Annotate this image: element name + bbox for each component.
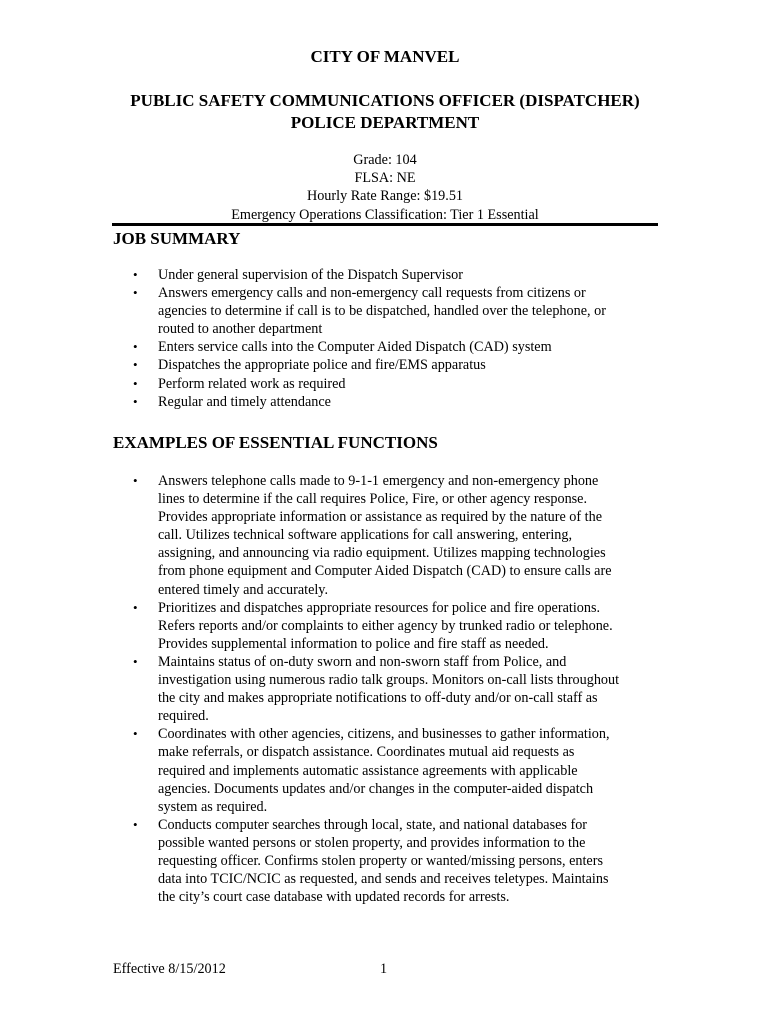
- horizontal-rule: [112, 223, 658, 226]
- list-item: • Prioritizes and dispatches appropriate resources for police and fire operations. Refers reports and/or complaints to either agency by trunked radio or telephone. Provides supplemental information to police and fire staff as needed.: [133, 599, 613, 652]
- list-item: • Dispatches the appropriate police and fire/EMS apparatus: [133, 357, 486, 374]
- page-number: 1: [380, 961, 388, 977]
- job-title: PUBLIC SAFETY COMMUNICATIONS OFFICER (DISPATCHER): [130, 91, 640, 110]
- list-item: • Perform related work as required: [133, 375, 346, 392]
- city-name: CITY OF MANVEL: [310, 47, 460, 66]
- bullet-icon: •: [133, 357, 138, 373]
- classification-text: Emergency Operations Classification: Tier 1 Essential: [231, 206, 539, 223]
- list-item: • Conducts computer searches through local, state, and national databases for possible wanted persons or stolen property, and provides information to the requesting officer. Confirms stolen property or wanted/missing persons, enters data into TCIC/NCIC as requested, and sends and receives teletypes. Maintains the city’s court case database with updated records for arrests.: [133, 816, 609, 906]
- bullet-icon: •: [133, 285, 138, 301]
- job-title-block: [0, 90, 770, 134]
- list-item: • Regular and timely attendance: [133, 393, 331, 410]
- job-summary-heading: JOB SUMMARY: [113, 229, 241, 248]
- list-item: • Under general supervision of the Dispatch Supervisor: [133, 267, 463, 283]
- bullet-icon: •: [133, 653, 138, 669]
- essential-functions-heading: EXAMPLES OF ESSENTIAL FUNCTIONS: [113, 433, 438, 452]
- job-meta: [0, 151, 770, 224]
- bullet-icon: •: [133, 393, 138, 409]
- list-item: • Answers emergency calls and non-emergency call requests from citizens or agencies to determine if call is to be dispatched, handled over the telephone, or routed to another department: [133, 285, 606, 338]
- bullet-icon: •: [133, 267, 138, 282]
- bullet-icon: •: [133, 473, 138, 488]
- list-item: • Answers telephone calls made to 9-1-1 emergency and non-emergency phone lines to determine if the call requires Police, Fire, or other agency response. Provides appropriate information or assistance as required by the nature of the call. Utilizes technical software applications for call answering, entering, assigning, and announcing via radio equipment. Utilizes mapping technologies from phone equipment and Computer Aided Dispatch (CAD) to ensure calls are entered timely and accurately.: [133, 473, 612, 598]
- hourly-rate-text: Hourly Rate Range: $19.51: [306, 188, 464, 205]
- bullet-icon: •: [133, 375, 138, 391]
- list-item: • Maintains status of on-duty sworn and non-sworn staff from Police, and investigation using numerous radio talk groups. Monitors on-call lists throughout the city and makes appropriate notifications to off-duty and/or on-call staff as required.: [133, 653, 620, 725]
- flsa-text: FLSA: NE: [354, 170, 416, 187]
- essential-functions-list: [0, 472, 770, 906]
- bullet-icon: •: [133, 816, 138, 832]
- bullet-icon: •: [133, 726, 138, 742]
- job-summary-list: [0, 266, 770, 411]
- bullet-icon: •: [133, 339, 138, 355]
- list-item: • Enters service calls into the Computer Aided Dispatch (CAD) system: [133, 339, 552, 356]
- list-item: • Coordinates with other agencies, citizens, and businesses to gather information, make referrals, or dispatch assistance. Coordinates mutual aid requests as required and implements automatic assistance agreements with applicable agencies. Documents updates and/or changes in the computer-aided dispatch system as required.: [133, 726, 610, 815]
- department-name: POLICE DEPARTMENT: [290, 113, 480, 132]
- bullet-icon: •: [133, 599, 138, 615]
- effective-date: Effective 8/15/2012: [113, 961, 226, 977]
- grade-text: Grade: 104: [353, 152, 417, 168]
